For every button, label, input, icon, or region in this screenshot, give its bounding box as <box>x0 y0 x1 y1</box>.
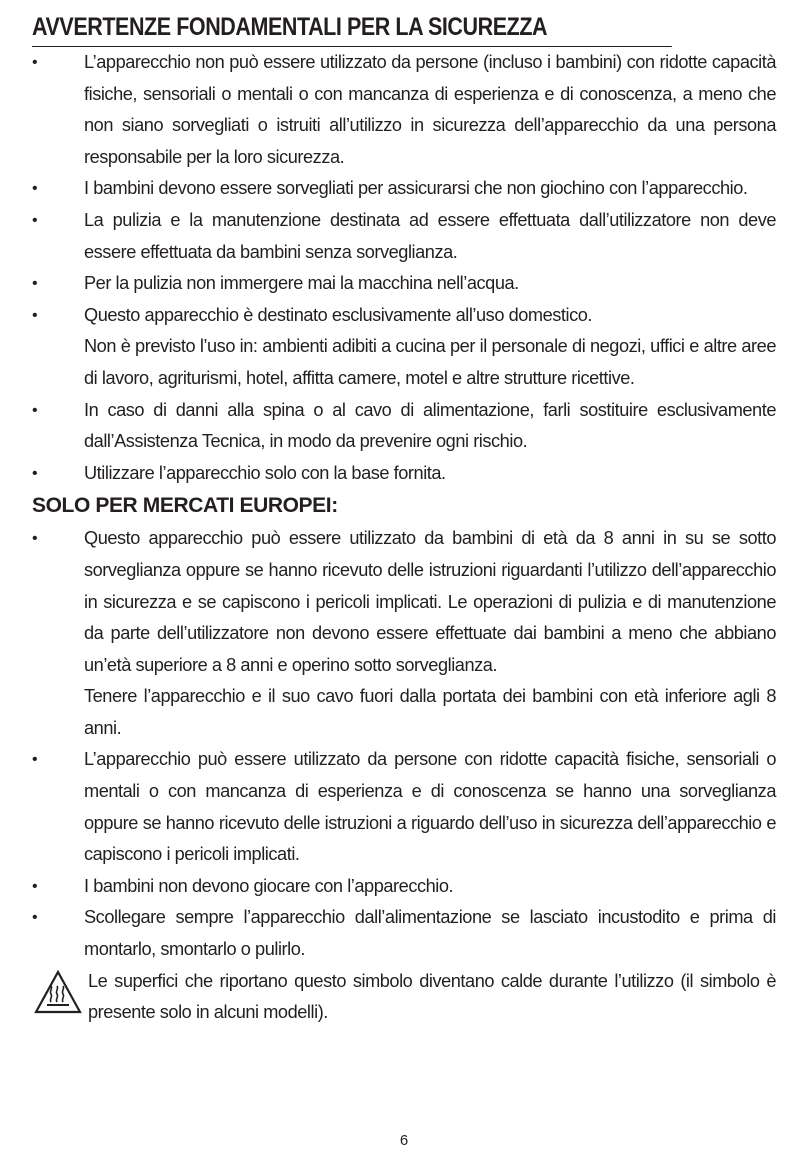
bullet-marker: • <box>32 909 38 927</box>
section-title-europe: SOLO PER MERCATI EUROPEI: <box>32 494 338 518</box>
bullet-marker: • <box>32 401 38 419</box>
page-title: AVVERTENZE FONDAMENTALI PER LA SICUREZZA <box>32 10 672 47</box>
list-item <box>32 268 776 300</box>
list-item-text: I bambini devono essere sorvegliati per assicurarsi che non giochino con l’apparecchio. <box>84 178 748 199</box>
list-item <box>32 744 776 870</box>
list-item-text: In caso di danni alla spina o al cavo di alimentazione, farli sostituire esclusivamente dall’Assistenza Tecnica, in modo da prevenire ogni rischio. <box>84 399 776 452</box>
list-item-text: I bambini non devono giocare con l’apparecchio. <box>84 875 454 896</box>
list-item <box>32 205 776 268</box>
europe-safety-list <box>32 523 776 965</box>
list-item-text: Scollegare sempre l’apparecchio dall’alimentazione se lasciato incustodito e prima di montarlo, smontarlo o pulirlo. <box>84 907 776 960</box>
list-item-text: L’apparecchio non può essere utilizzato da persone (incluso i bambini) con ridotte capacità fisiche, sensoriali o mentali o con mancanza di esperienza e di conoscenza, a meno che non siano sorvegliati o istruiti all’utilizzo in sicurezza dell’apparecchio da una persona responsabile per la loro sicurezza. <box>84 52 776 167</box>
list-item-text: Per la pulizia non immergere mai la macchina nell’acqua. <box>84 273 519 294</box>
bullet-marker: • <box>32 751 38 769</box>
bullet-marker: • <box>32 180 38 198</box>
bullet-marker: • <box>32 464 38 482</box>
list-item <box>32 902 776 965</box>
list-item-text: L’apparecchio può essere utilizzato da persone con ridotte capacità fisiche, sensoriali o mentali o con mancanza di esperienza e di conoscenza se hanno una sorveglianza oppure se hanno ricevuto delle istruzioni a riguardo dell’uso in sicurezza dell’apparecchio e capiscono i pericoli implicati. <box>84 749 776 865</box>
page-number: 6 <box>399 1132 409 1149</box>
bullet-marker: • <box>32 54 38 71</box>
list-item <box>32 173 776 205</box>
list-item <box>32 523 776 744</box>
list-item <box>32 300 776 395</box>
hot-surface-warning <box>32 966 776 1029</box>
bullet-marker: • <box>32 530 38 548</box>
list-item-text: Utilizzare l’apparecchio solo con la base fornita. <box>84 462 446 483</box>
general-safety-list <box>32 47 776 489</box>
hot-surface-warning-text: Le superfici che riportano questo simbolo diventano calde durante l’utilizzo (il simbolo è presente solo in alcuni modelli). <box>88 970 776 1023</box>
list-item-text: La pulizia e la manutenzione destinata ad essere effettuata dall’utilizzatore non deve essere effettuata da bambini senza sorveglianza. <box>84 209 776 262</box>
list-item <box>32 395 776 458</box>
list-item <box>32 458 776 490</box>
bullet-marker: • <box>32 211 38 229</box>
bullet-marker: • <box>32 877 38 895</box>
document-page <box>32 10 776 1029</box>
bullet-marker: • <box>32 275 38 293</box>
list-item-extra-text: Non è previsto l’uso in: ambienti adibiti a cucina per il personale di negozi, uffici e altre aree di lavoro, agriturismi, hotel, affitta camere, motel e altre strutture ricettive. <box>84 336 776 388</box>
list-item <box>32 871 776 903</box>
list-item-extra-text: Tenere l’apparecchio e il suo cavo fuori dalla portata dei bambini con età inferiore agli 8 anni. <box>84 686 776 738</box>
hot-surface-warning-icon <box>34 970 82 1014</box>
list-item-text: Questo apparecchio può essere utilizzato da bambini di età da 8 anni in su se sotto sorveglianza oppure se hanno ricevuto delle istruzioni riguardanti l’utilizzo dell’apparecchio in sicurezza e se capiscono i pericoli implicati. Le operazioni di pulizia e di manutenzione da parte dell’utilizzatore non devono essere effettuate dai bambini a meno che abbiano un’età superiore a 8 anni e operino sotto sorveglianza. <box>84 528 776 675</box>
list-item <box>32 47 776 173</box>
bullet-marker: • <box>32 306 38 324</box>
list-item-text: Questo apparecchio è destinato esclusivamente all’uso domestico. <box>84 304 593 325</box>
